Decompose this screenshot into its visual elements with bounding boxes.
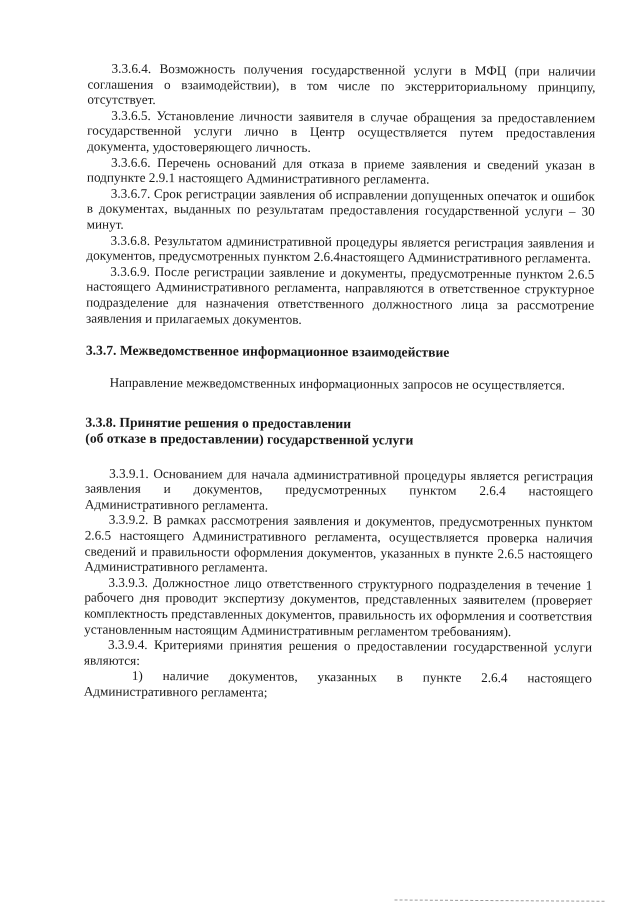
paragraph-3-3-6-7: 3.3.6.7. Срок регистрации заявления об исправлении допущенных опечаток и ошибок в документах, выданных по результатам предоставления государственной услуги – 30 минут. [86, 185, 595, 232]
footer-dashed-line [395, 899, 605, 901]
paragraph-3-3-6-6: 3.3.6.6. Перечень оснований для отказа в приеме заявления и сведений указан в подпункте 2.9.1 настоящего Административного регламента. [86, 154, 596, 187]
section-heading-3-3-7: 3.3.7. Межведомственное информационное взаимодействие [85, 342, 450, 360]
section-heading-3-3-8-line2: (об отказе в предоставлении) государственной услуги [85, 430, 414, 448]
paragraph-3-3-6-9: 3.3.6.9. После регистрации заявление и документы, предусмотренные пунктом 2.6.5 настоящего Административного регламента, направляются в ответственное структурное подразделение для назначения ответственного должностного лица за рассмотрение заявления и прилагаемых документов. [86, 263, 595, 327]
document-body [84, 61, 596, 703]
section-heading-3-3-8-line1: 3.3.8. Принятие решения о предоставлении [85, 414, 352, 431]
paragraph-3-3-9-2: 3.3.9.2. В рамках рассмотрения заявления и документов, предусмотренных пунктом 2.6.5 настоящего Административного регламента, осуществляется проверка наличия сведений и правильности оформления документов, указанных в пункте 2.6.5 настоящего Административного регламента. [84, 512, 593, 575]
paragraph-3-3-6-8: 3.3.6.8. Результатом административной процедуры является регистрация заявления и документов, предусмотренных пунктом 2.6.4настоящего Административного регламента. [86, 232, 595, 266]
paragraph-3-3-9-1: 3.3.9.1. Основанием для начала административной процедуры является регистрация заявления и документов, предусмотренных пунктом 2.6.4 настоящего Административного регламента. [84, 465, 594, 513]
paragraph-3-3-9-4: 3.3.9.4. Критериями принятия решения о предоставлении государственной услуги являются: [83, 636, 593, 668]
section-heading-3-3-8 [85, 414, 593, 449]
paragraph-3-3-6-4: 3.3.6.4. Возможность получения государственной услуги в МФЦ (при наличии соглашения о взаимодействии), в том числе по экстерриториальному принципу, отсутствует. [87, 60, 596, 108]
list-item-1: 1) наличие документов, указанных в пункте 2.6.4 настоящего Административного регламента; [83, 668, 592, 700]
paragraph-3-3-6-5: 3.3.6.5. Установление личности заявителя в случае обращения за предоставлением государственной услуги лично в Центр осуществляется путем предоставления документа, удостоверяющего личность. [87, 107, 596, 155]
paragraph-3-3-9-3: 3.3.9.3. Должностное лицо ответственного структурного подразделения в течение 1 рабочего дня проводит экспертизу документов, представленных заявителем (проверяет комплектность представленных документов, правильность их оформления и соответствия установленным настоящим Административным регламентом требованиям). [84, 574, 593, 639]
paragraph-3-3-7-text: Направление межведомственных информационных запросов не осуществляется. [109, 374, 565, 393]
